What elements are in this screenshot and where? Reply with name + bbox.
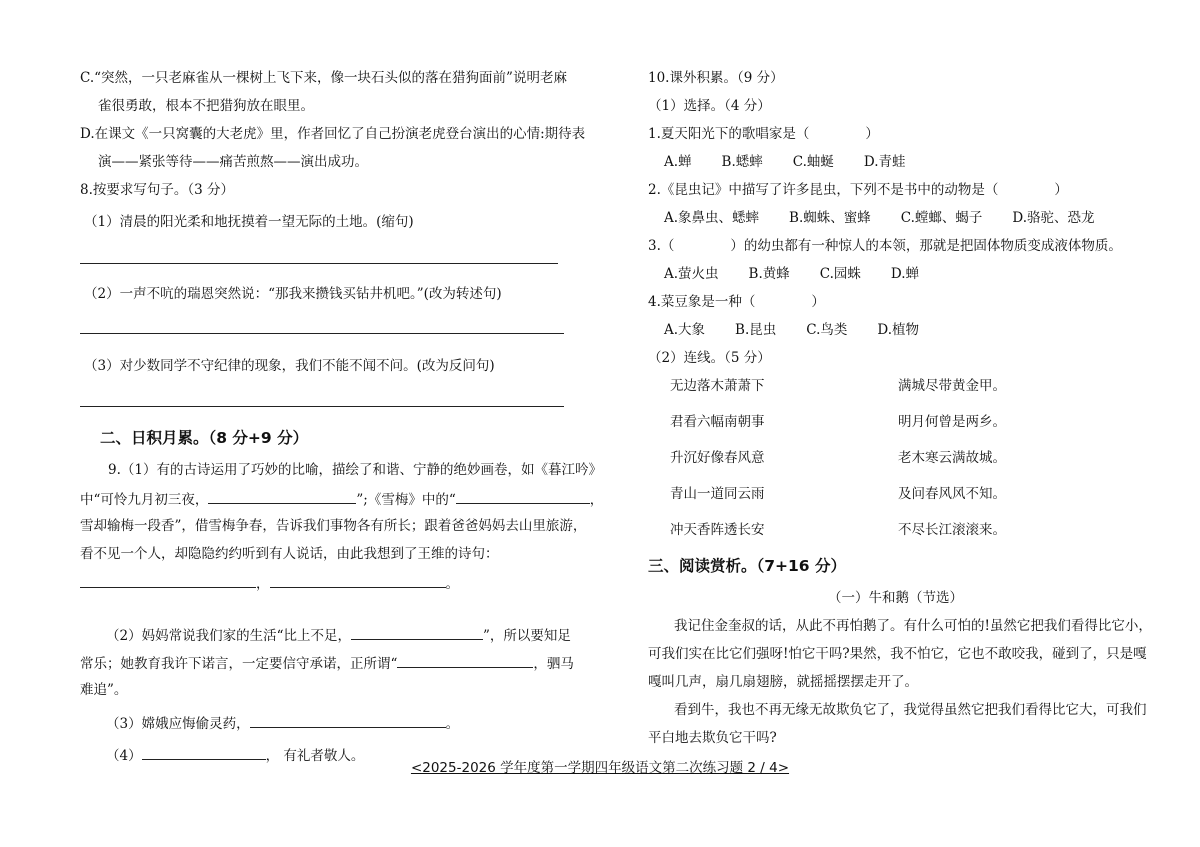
reading-para-2-line: 看到牛，我也不再无缘无故欺负它了，我觉得虽然它把我们看得比它大，可我们 bbox=[674, 702, 1147, 718]
q9-2-text-a: （2）妈妈常说我们家的生活“比上不足， bbox=[106, 628, 351, 644]
question-9-line2 bbox=[80, 488, 603, 510]
mc-4-stem-text: 4.菜豆象是一种（ bbox=[648, 294, 756, 310]
answer-line-8-2[interactable] bbox=[80, 333, 564, 334]
mc-option[interactable]: A.象鼻虫、蟋蟀 bbox=[664, 210, 760, 226]
mc-2-options bbox=[664, 208, 1125, 228]
mc-4-stem-close: ） bbox=[811, 294, 825, 310]
mc-3-stem-text: 3.（ bbox=[648, 238, 675, 254]
match-left-item[interactable]: 无边落木萧萧下 bbox=[670, 378, 765, 394]
match-right-item[interactable]: 明月何曾是两乡。 bbox=[898, 414, 1006, 430]
mc-1-stem-text: 1.夏天阳光下的歌唱家是（ bbox=[648, 126, 810, 142]
mc-option[interactable]: D.蝉 bbox=[890, 266, 920, 282]
mc-option[interactable]: B.黄蜂 bbox=[748, 266, 790, 282]
question-8-3: （3）对少数同学不守纪律的现象，我们不能不闻不问。(改为反问句) bbox=[84, 358, 495, 374]
reading-para-1-line: 嘎叫几声，扇几扇翅膀，就摇摇摆摆走开了。 bbox=[648, 674, 918, 690]
mc-1-options bbox=[664, 152, 936, 172]
question-10-title: 10.课外积累。（9 分） bbox=[648, 70, 784, 86]
mc-option[interactable]: A.萤火虫 bbox=[664, 266, 719, 282]
reading-para-1-line: 我记住金奎叔的话，从此不再怕鹅了。有什么可怕的!虽然它把我们看得比它小， bbox=[674, 618, 1152, 634]
question-9-line3: 雪却输梅一段香”，借雪梅争春，告诉我们事物各有所长；跟着爸爸妈妈去山里旅游， bbox=[80, 518, 587, 534]
q9-4-text-b: ， 有礼者敬人。 bbox=[265, 748, 365, 764]
mc-1-stem-close: ） bbox=[865, 126, 879, 142]
q9-text-a: 中“可怜九月初三夜， bbox=[80, 492, 209, 508]
mc-option[interactable]: C.蚰蜒 bbox=[792, 154, 834, 170]
q9-3-text: （3）嫦娥应悔偷灵药， bbox=[106, 716, 250, 732]
mc-option[interactable]: A.蝉 bbox=[664, 154, 692, 170]
question-9-line4: 看不见一个人，却隐隐约约听到有人说话，由此我想到了王维的诗句： bbox=[80, 546, 499, 562]
mc-option[interactable]: D.骆驼、恐龙 bbox=[1012, 210, 1095, 226]
question-9-3 bbox=[106, 712, 459, 734]
question-10-1-title: （1）选择。（4 分） bbox=[648, 98, 771, 114]
mc-4-stem bbox=[648, 292, 825, 312]
q9-2-text-b: ”，所以要知足 bbox=[483, 628, 571, 644]
option-c-line1: C.“突然，一只老麻雀从一棵树上飞下来，像一块石头似的落在猎狗面前”说明老麻 bbox=[80, 70, 567, 86]
mc-option[interactable]: C.螳螂、蝎子 bbox=[900, 210, 983, 226]
reading-para-1-line: 可我们实在比它们强呀!怕它干吗?果然，我不怕它，它也不敢咬我，碰到了，只是嘎 bbox=[648, 646, 1147, 662]
section-2-title: 二、日积月累。（8 分+9 分） bbox=[100, 429, 309, 447]
mc-option[interactable]: C.园蛛 bbox=[819, 266, 861, 282]
match-right-item[interactable]: 不尽长江滚滚来。 bbox=[898, 522, 1006, 538]
q9-text-b: ”;《雪梅》中的“ bbox=[356, 492, 456, 508]
q9-text-c: ， bbox=[589, 492, 604, 508]
question-9-2-line2 bbox=[80, 652, 574, 674]
question-8-2: （2）一声不吭的瑞恩突然说：“那我来攒钱买钻井机吧。”(改为转述句) bbox=[84, 286, 502, 302]
match-left-item[interactable]: 冲天香阵透长安 bbox=[670, 522, 765, 538]
match-right-item[interactable]: 满城尽带黄金甲。 bbox=[898, 378, 1006, 394]
blank-9-4[interactable] bbox=[270, 572, 446, 588]
mc-option[interactable]: B.昆虫 bbox=[735, 322, 777, 338]
answer-line-8-1[interactable] bbox=[80, 263, 558, 264]
mc-option[interactable]: B.蟋蟀 bbox=[721, 154, 763, 170]
match-right-item[interactable]: 老木寒云满故城。 bbox=[898, 450, 1006, 466]
mc-option[interactable]: D.青蛙 bbox=[863, 154, 906, 170]
mc-option[interactable]: A.大象 bbox=[664, 322, 706, 338]
match-left-item[interactable]: 青山一道同云雨 bbox=[670, 486, 765, 502]
q9-period: 。 bbox=[445, 576, 459, 592]
mc-1-stem bbox=[648, 124, 879, 144]
q9-2-text-c: 常乐；她教育我许下诺言，一定要信守承诺，正所谓“ bbox=[80, 656, 398, 672]
option-d-line2: 演——紧张等待——痛苦煎熬——演出成功。 bbox=[98, 154, 368, 170]
question-8-title: 8.按要求写句子。（3 分） bbox=[80, 182, 235, 198]
match-right-item[interactable]: 及问春风风不知。 bbox=[898, 486, 1006, 502]
question-8-1: （1）清晨的阳光柔和地抚摸着一望无际的土地。(缩句) bbox=[84, 214, 414, 230]
blank-9-1[interactable] bbox=[208, 488, 356, 504]
mc-2-stem-close: ） bbox=[1054, 182, 1068, 198]
blank-9-3[interactable] bbox=[80, 572, 256, 588]
q9-3-period: 。 bbox=[445, 716, 460, 732]
blank-9-5[interactable] bbox=[351, 624, 483, 640]
question-9-line5 bbox=[80, 572, 459, 594]
blank-9-2[interactable] bbox=[456, 488, 590, 504]
section-3-title: 三、阅读赏析。（7+16 分） bbox=[648, 557, 846, 575]
question-9-line1: 9.（1）有的古诗运用了巧妙的比喻，描绘了和谐、宁静的绝妙画卷，如《暮江吟》 bbox=[108, 462, 602, 478]
match-left-item[interactable]: 升沉好像春风意 bbox=[670, 450, 765, 466]
question-10-2-title: （2）连线。（5 分） bbox=[648, 350, 771, 366]
match-left-item[interactable]: 君看六幅南朝事 bbox=[670, 414, 765, 430]
question-9-2-line1 bbox=[106, 624, 571, 646]
mc-option[interactable]: B.蜘蛛、蜜蜂 bbox=[789, 210, 871, 226]
question-9-2-line3: 难追”。 bbox=[80, 682, 128, 698]
mc-3-stem bbox=[648, 236, 1122, 256]
mc-3-stem-close: ）的幼虫都有一种惊人的本领，那就是把固体物质变成液体物质。 bbox=[730, 238, 1122, 254]
mc-2-stem bbox=[648, 180, 1068, 200]
reading-title: （一）牛和鹅（节选） bbox=[828, 590, 963, 606]
mc-option[interactable]: C.鸟类 bbox=[806, 322, 848, 338]
mc-option[interactable]: D.植物 bbox=[877, 322, 920, 338]
reading-para-2-line: 平白地去欺负它干吗? bbox=[648, 730, 777, 746]
mc-4-options bbox=[664, 320, 949, 340]
answer-line-8-3[interactable] bbox=[80, 406, 564, 407]
mc-3-options bbox=[664, 264, 949, 284]
page-footer: <2025-2026 学年度第一学期四年级语文第二次练习题 2 / 4> bbox=[410, 760, 790, 776]
q9-comma: ， bbox=[256, 576, 270, 592]
option-d-line1: D.在课文《一只窝囊的大老虎》里，作者回忆了自己扮演老虎登台演出的心情:期待表 bbox=[80, 126, 586, 142]
blank-9-6[interactable] bbox=[397, 652, 533, 668]
q9-2-text-d: ，驷马 bbox=[533, 656, 574, 672]
mc-2-stem-text: 2.《昆虫记》中描写了许多昆虫，下列不是书中的动物是（ bbox=[648, 182, 999, 198]
option-c-line2: 雀很勇敢，根本不把猎狗放在眼里。 bbox=[98, 98, 314, 114]
q9-4-text-a: （4） bbox=[106, 748, 142, 764]
blank-9-7[interactable] bbox=[250, 712, 446, 728]
